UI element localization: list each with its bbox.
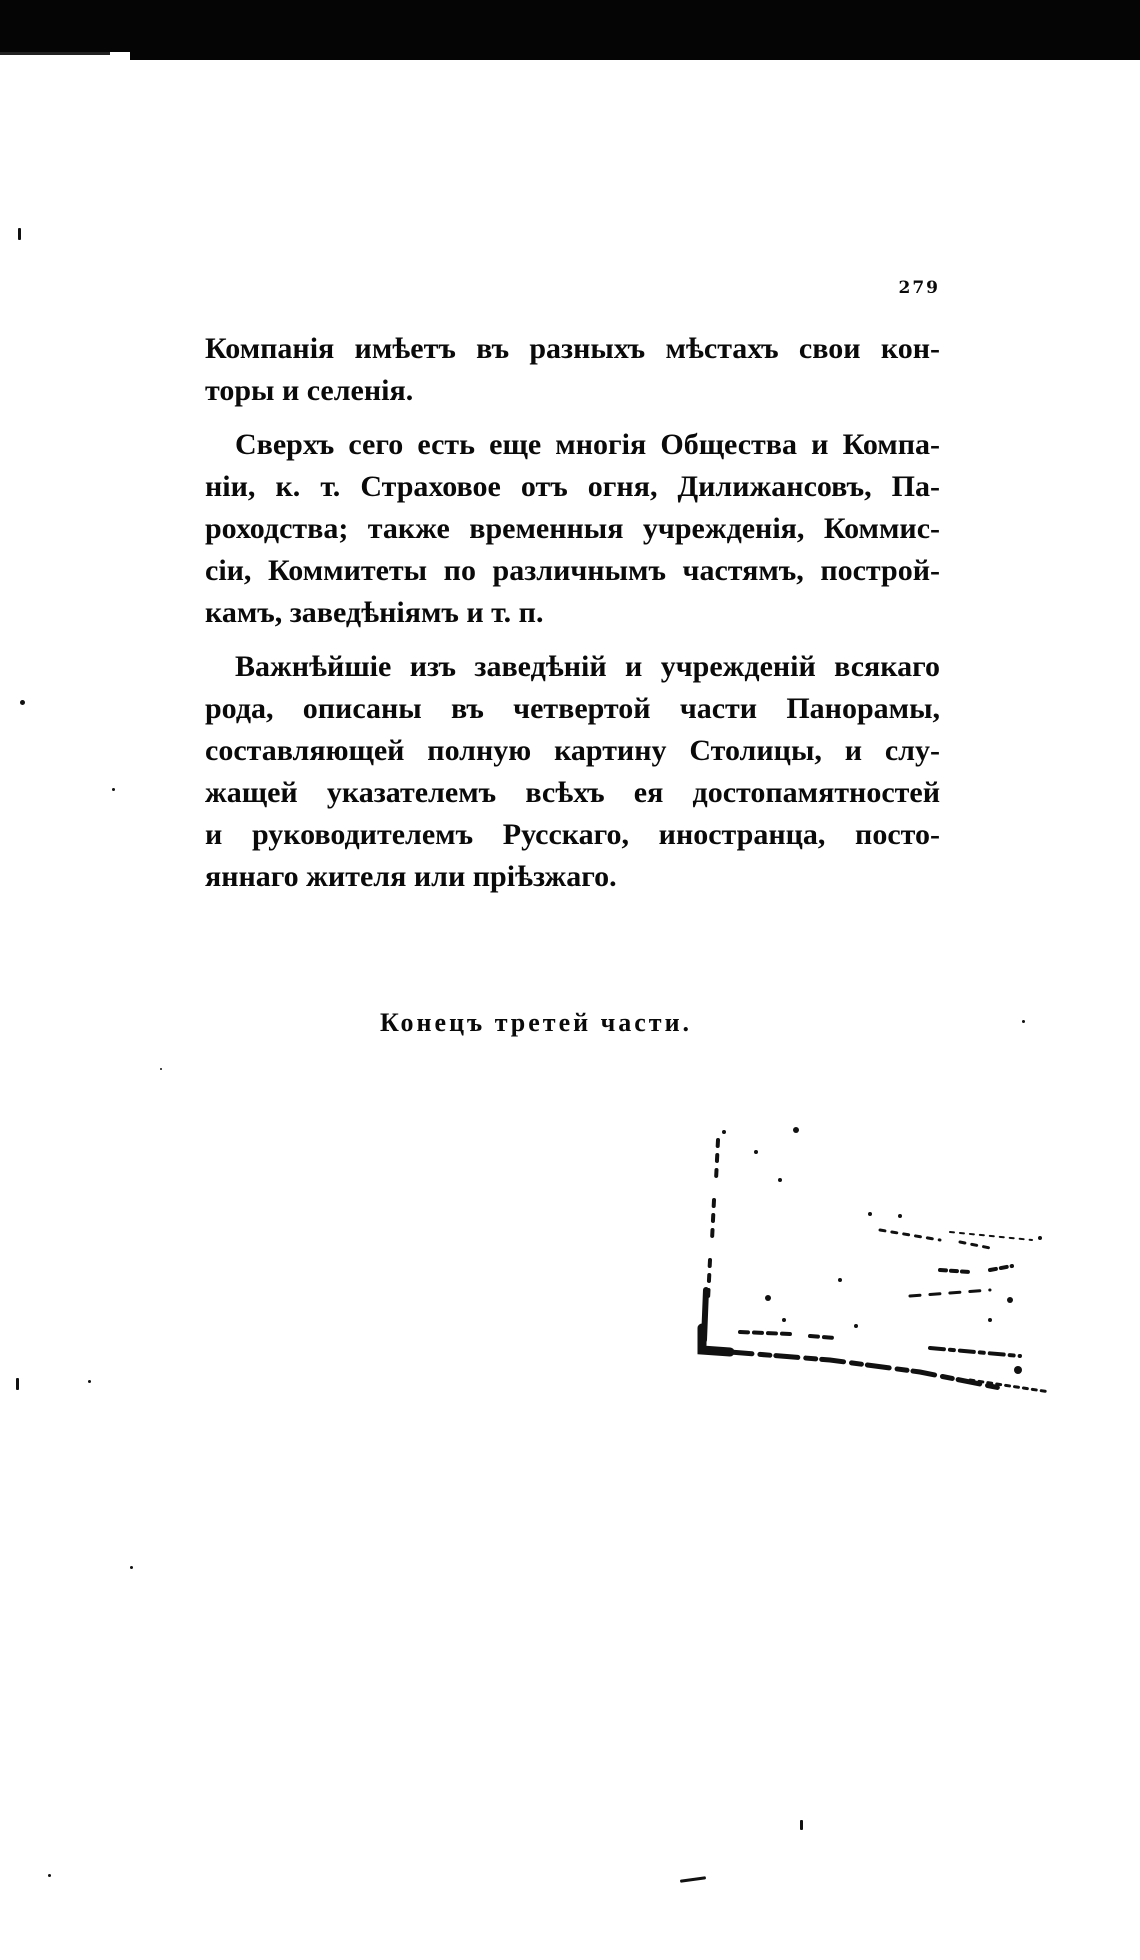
- text-line: роходства; также временныя учрежденія, Коммис-: [205, 512, 940, 545]
- text-line: Компанія имѣетъ въ разныхъ мѣстахъ свои кон-: [205, 332, 940, 365]
- faded-stamp-mark: [660, 1120, 1080, 1430]
- text-line: и руководителемъ Русскаго, иностранца, посто-: [205, 818, 940, 851]
- text-line: яннаго жителя или пріѣзжаго.: [205, 860, 617, 893]
- scan-speck: [88, 1380, 91, 1383]
- text-line: сіи, Коммитеты по различнымъ частямъ, построй-: [205, 554, 940, 587]
- body-text: [205, 328, 940, 898]
- scan-top-border: [0, 0, 1140, 60]
- scan-speck: [160, 1068, 162, 1070]
- scan-speck: [16, 1378, 19, 1390]
- scan-speck: [18, 228, 21, 240]
- scan-speck: [130, 1566, 133, 1569]
- text-line: жащей указателемъ всѣхъ ея достопамятностей: [205, 776, 940, 809]
- scan-speck: [48, 1874, 51, 1877]
- text-line: составляющей полную картину Столицы, и слу-: [205, 734, 940, 767]
- page-number: 279: [898, 278, 940, 298]
- text-line: рода, описаны въ четвертой части Панорамы,: [205, 692, 940, 725]
- scan-speck: [20, 700, 25, 705]
- text-line: Важнѣйшіе изъ заведѣній и учрежденій всякаго: [235, 650, 940, 683]
- scan-speck: [680, 1876, 706, 1883]
- text-line: Сверхъ сего есть еще многія Общества и Компа-: [235, 428, 940, 461]
- scan-speck: [112, 788, 115, 791]
- scan-border-edge: [0, 52, 130, 60]
- end-of-part-heading: Конецъ третей части.: [380, 1008, 693, 1037]
- text-line: ніи, к. т. Страховое отъ огня, Дилижансовъ, Па-: [205, 470, 940, 503]
- text-line: торы и селенія.: [205, 374, 414, 407]
- scan-speck: [800, 1820, 803, 1830]
- scan-speck: [1022, 1020, 1025, 1023]
- text-line: камъ, заведѣніямъ и т. п.: [205, 596, 544, 629]
